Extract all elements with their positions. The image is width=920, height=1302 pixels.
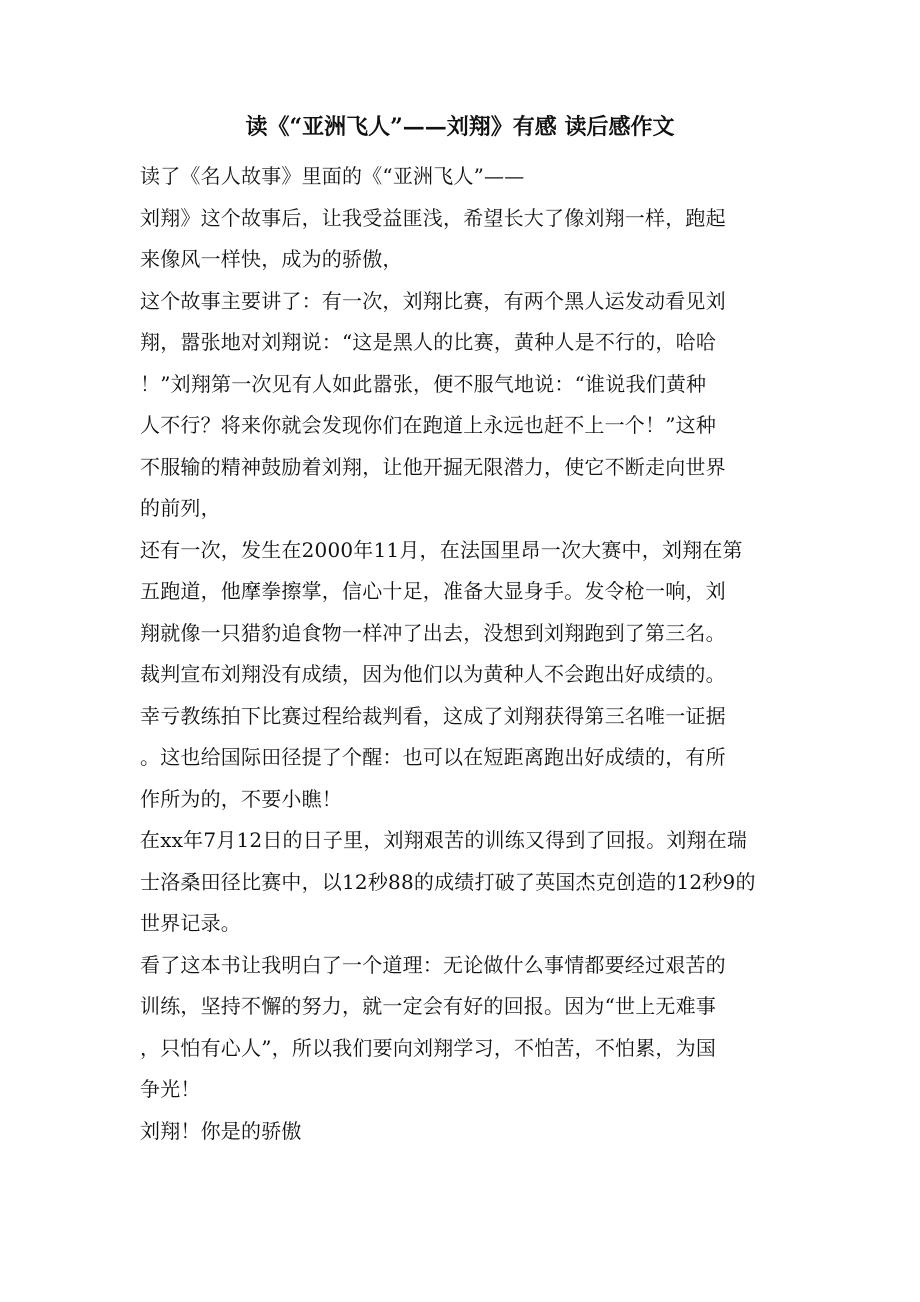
text-line: 刘翔！你是的骄傲 (140, 1118, 302, 1143)
text-line: 人不行？将来你就会发现你们在跑道上永远也赶不上一个！”这种 (140, 413, 717, 437)
text-line: 的前列， (140, 496, 221, 520)
text-line: 来像风一样快，成为的骄傲， (140, 247, 403, 271)
text-line: 。这也给国际田径提了个醒：也可以在短距离跑出好成绩的，有所 (140, 745, 726, 769)
text-line: 作所为的，不要小瞧！ (140, 786, 342, 811)
text-line: 训练，坚持不懈的努力，就一定会有好的回报。因为“世上无难事 (140, 994, 717, 1018)
text-line: 翔就像一只猎豹追食物一样冲了出去，没想到刘翔跑到了第三名。 (140, 620, 726, 645)
text-line: ，只怕有心人”，所以我们要向刘翔学习，不怕苦，不怕累，为国 (140, 1035, 717, 1060)
text-line: 争光！ (140, 1077, 201, 1101)
text-line: 刘翔》这个故事后，让我受益匪浅，希望长大了像刘翔一样，跑起 (140, 205, 726, 230)
text-line: 这个故事主要讲了：有一次，刘翔比赛，有两个黑人运发动看见刘 (140, 288, 726, 313)
text-line: 看了这本书让我明白了一个道理：无论做什么事情都要经过艰苦的 (140, 952, 726, 977)
document-body (140, 156, 790, 1152)
text-line: 读了《名人故事》里面的《“亚洲飞人”—— (140, 164, 525, 188)
text-line: 士洛桑田径比赛中，以12秒88的成绩打破了英国杰克创造的12秒9的 (140, 869, 756, 894)
text-line: 不服输的精神鼓励着刘翔，让他开掘无限潜力，使它不断走向世界 (140, 454, 726, 479)
text-line: ！”刘翔第一次见有人如此嚣张，便不服气地说：“谁说我们黄种 (140, 371, 707, 396)
document-title: 读《“亚洲飞人”——刘翔》有感 读后感作文 (245, 114, 675, 140)
text-line: 在xx年7月12日的日子里，刘翔艰苦的训练又得到了回报。刘翔在瑞 (140, 828, 748, 852)
text-line: 世界记录。 (140, 911, 241, 935)
text-line: 五跑道，他摩拳擦掌，信心十足，准备大显身手。发令枪一响，刘 (140, 579, 726, 603)
text-line: 裁判宣布刘翔没有成绩，因为他们以为黄种人不会跑出好成绩的。 (140, 662, 726, 686)
text-line: 幸亏教练拍下比赛过程给裁判看，这成了刘翔获得第三名唯一证据 (140, 703, 726, 728)
text-line: 翔，嚣张地对刘翔说：“这是黑人的比赛，黄种人是不行的，哈哈 (140, 330, 717, 354)
text-line: 还有一次，发生在2000年11月，在法国里昂一次大赛中，刘翔在第 (140, 537, 743, 562)
